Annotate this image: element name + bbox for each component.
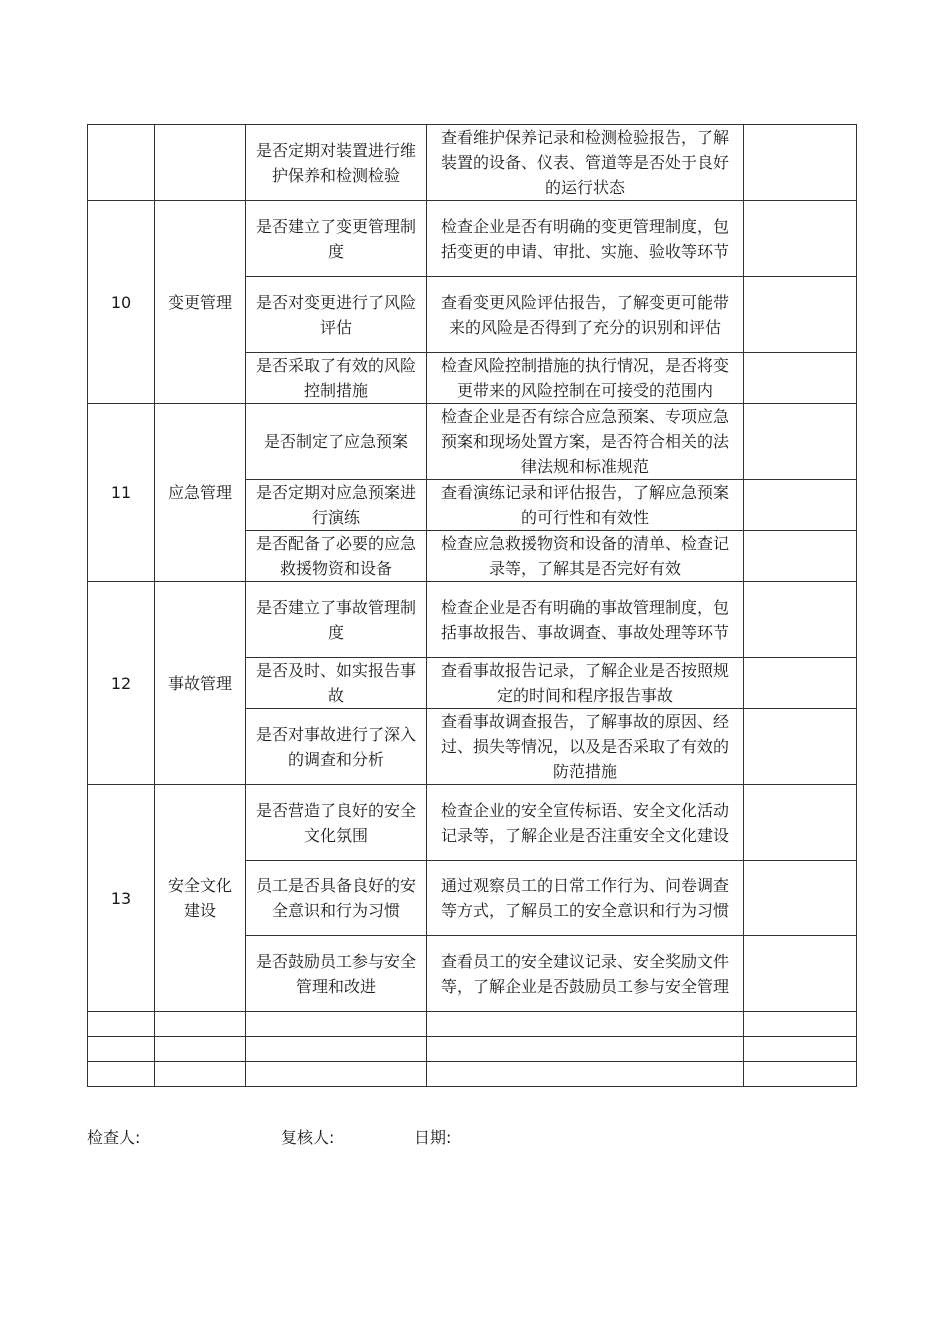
blank-cell (246, 1012, 427, 1037)
blank-cell (427, 1037, 744, 1062)
check-item-cell: 是否采取了有效的风险控制措施 (246, 353, 427, 404)
item-number-cell: 12 (88, 582, 155, 785)
item-number-cell: 13 (88, 785, 155, 1012)
check-item-cell: 是否对变更进行了风险评估 (246, 277, 427, 353)
check-item-cell: 是否配备了必要的应急救援物资和设备 (246, 531, 427, 582)
result-cell (744, 582, 857, 658)
category-cell: 事故管理 (155, 582, 246, 785)
blank-cell (88, 1037, 155, 1062)
result-cell (744, 658, 857, 709)
check-method-cell: 检查风险控制措施的执行情况，是否将变更带来的风险控制在可接受的范围内 (427, 353, 744, 404)
blank-cell (427, 1012, 744, 1037)
result-cell (744, 404, 857, 480)
blank-cell (427, 1062, 744, 1087)
category-cell (155, 125, 246, 201)
blank-cell (744, 1037, 857, 1062)
item-number-cell: 11 (88, 404, 155, 582)
reviewer-label: 复核人: (281, 1128, 335, 1147)
check-item-cell: 是否营造了良好的安全文化氛围 (246, 785, 427, 861)
check-item-cell: 是否建立了事故管理制度 (246, 582, 427, 658)
check-method-cell: 查看事故调查报告，了解事故的原因、经过、损失等情况，以及是否采取了有效的防范措施 (427, 709, 744, 785)
check-method-cell: 查看事故报告记录，了解企业是否按照规定的时间和程序报告事故 (427, 658, 744, 709)
blank-cell (246, 1037, 427, 1062)
check-method-cell: 检查企业是否有明确的事故管理制度，包括事故报告、事故调查、事故处理等环节 (427, 582, 744, 658)
inspection-table (87, 124, 857, 1087)
check-item-cell: 是否制定了应急预案 (246, 404, 427, 480)
check-method-cell: 查看变更风险评估报告，了解变更可能带来的风险是否得到了充分的识别和评估 (427, 277, 744, 353)
check-item-cell: 是否及时、如实报告事故 (246, 658, 427, 709)
check-method-cell: 检查企业是否有综合应急预案、专项应急预案和现场处置方案，是否符合相关的法律法规和标准规范 (427, 404, 744, 480)
check-method-cell: 检查企业是否有明确的变更管理制度，包括变更的申请、审批、实施、验收等环节 (427, 201, 744, 277)
result-cell (744, 936, 857, 1012)
blank-cell (744, 1012, 857, 1037)
check-item-cell: 员工是否具备良好的安全意识和行为习惯 (246, 861, 427, 936)
blank-cell (155, 1037, 246, 1062)
check-item-cell: 是否建立了变更管理制度 (246, 201, 427, 277)
blank-cell (88, 1062, 155, 1087)
inspection-table-body (88, 125, 857, 1087)
result-cell (744, 785, 857, 861)
result-cell (744, 277, 857, 353)
category-cell: 变更管理 (155, 201, 246, 404)
check-method-cell: 检查应急救援物资和设备的清单、检查记录等，了解其是否完好有效 (427, 531, 744, 582)
table-row (88, 785, 857, 861)
blank-cell (744, 1062, 857, 1087)
item-number-cell: 10 (88, 201, 155, 404)
result-cell (744, 480, 857, 531)
blank-row (88, 1012, 857, 1037)
table-row (88, 582, 857, 658)
blank-row (88, 1037, 857, 1062)
result-cell (744, 531, 857, 582)
table-row (88, 404, 857, 480)
check-method-cell: 查看员工的安全建议记录、安全奖励文件等，了解企业是否鼓励员工参与安全管理 (427, 936, 744, 1012)
inspector-label: 检查人: (87, 1128, 141, 1147)
table-row (88, 125, 857, 201)
check-item-cell: 是否定期对装置进行维护保养和检测检验 (246, 125, 427, 201)
category-cell: 安全文化建设 (155, 785, 246, 1012)
check-method-cell: 通过观察员工的日常工作行为、问卷调查等方式，了解员工的安全意识和行为习惯 (427, 861, 744, 936)
blank-cell (155, 1012, 246, 1037)
check-method-cell: 查看演练记录和评估报告，了解应急预案的可行性和有效性 (427, 480, 744, 531)
check-item-cell: 是否鼓励员工参与安全管理和改进 (246, 936, 427, 1012)
result-cell (744, 709, 857, 785)
check-method-cell: 查看维护保养记录和检测检验报告，了解装置的设备、仪表、管道等是否处于良好的运行状态 (427, 125, 744, 201)
blank-cell (246, 1062, 427, 1087)
item-number-cell (88, 125, 155, 201)
blank-cell (88, 1012, 155, 1037)
blank-cell (155, 1062, 246, 1087)
result-cell (744, 125, 857, 201)
category-cell: 应急管理 (155, 404, 246, 582)
check-method-cell: 检查企业的安全宣传标语、安全文化活动记录等，了解企业是否注重安全文化建设 (427, 785, 744, 861)
blank-row (88, 1062, 857, 1087)
result-cell (744, 201, 857, 277)
check-item-cell: 是否对事故进行了深入的调查和分析 (246, 709, 427, 785)
check-item-cell: 是否定期对应急预案进行演练 (246, 480, 427, 531)
result-cell (744, 861, 857, 936)
date-label: 日期: (414, 1128, 452, 1147)
result-cell (744, 353, 857, 404)
table-row (88, 201, 857, 277)
